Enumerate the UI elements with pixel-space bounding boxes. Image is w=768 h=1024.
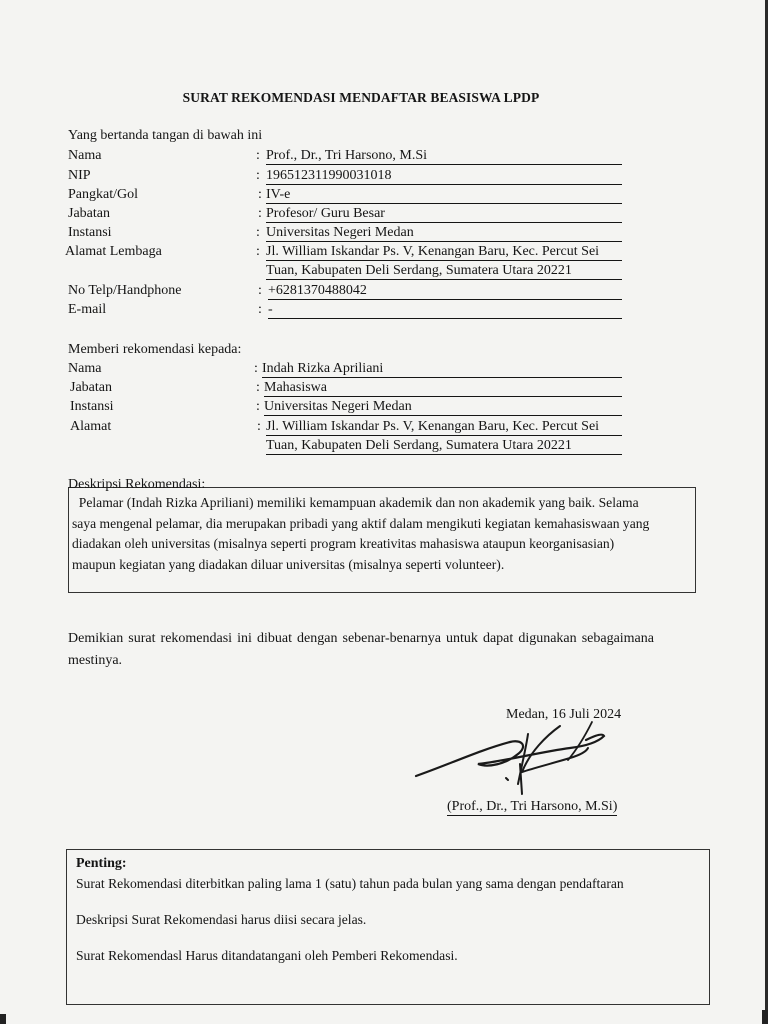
- recommended-name-value: Indah Rizka Apriliani: [262, 360, 622, 378]
- colon: :: [256, 148, 260, 163]
- scan-edge-bottom-left: [0, 1014, 6, 1024]
- recommended-position-value: Mahasiswa: [264, 379, 622, 397]
- recommender-position-label: Jabatan: [68, 206, 110, 221]
- recommender-email-value: -: [268, 301, 622, 319]
- recommender-phone-label: No Telp/Handphone: [68, 283, 182, 298]
- colon: :: [256, 225, 260, 240]
- description-text: [72, 493, 700, 575]
- note-item: Surat Rekomendasi diterbitkan paling lama 1 (satu) tahun pada bulan yang sama dengan pendaftaran: [76, 876, 624, 891]
- colon: :: [258, 187, 262, 202]
- colon: :: [256, 380, 260, 395]
- description-line: maupun kegiatan yang diadakan diluar universitas (misalnya seperti volunteer).: [72, 556, 505, 572]
- page-title: SURAT REKOMENDASI MENDAFTAR BEASISWA LPDP: [182, 90, 540, 105]
- recommended-institution-value: Universitas Negeri Medan: [264, 398, 622, 416]
- notes-title: Penting:: [76, 856, 127, 871]
- recommender-institution-value: Universitas Negeri Medan: [266, 224, 622, 242]
- recommender-nip-value: 196512311990031018: [266, 167, 622, 185]
- colon: :: [258, 302, 262, 317]
- recommender-intro: Yang bertanda tangan di bawah ini: [68, 128, 263, 143]
- description-line: saya mengenal pelamar, dia merupakan pribadi yang aktif dalam mengikuti kegiatan kemahasiswaan yang: [72, 515, 650, 531]
- recommended-institution-label: Instansi: [70, 399, 114, 414]
- signatory-name: (Prof., Dr., Tri Harsono, M.Si): [447, 799, 618, 814]
- note-item: Surat Rekomendasl Harus ditandatangani oleh Pemberi Rekomendasi.: [76, 948, 458, 963]
- note-item: Deskripsi Surat Rekomendasi harus diisi secara jelas.: [76, 912, 367, 927]
- recommender-address-line1: Jl. William Iskandar Ps. V, Kenangan Baru, Kec. Percut Sei: [266, 243, 622, 261]
- recommender-position-value: Profesor/ Guru Besar: [266, 205, 622, 223]
- recommender-address-label: Alamat Lembaga: [65, 244, 162, 259]
- recommended-address-line2: Tuan, Kabupaten Deli Serdang, Sumatera Utara 20221: [266, 437, 622, 455]
- place-date: Medan, 16 Juli 2024: [506, 707, 622, 722]
- recommended-position-label: Jabatan: [70, 380, 112, 395]
- recommender-email-label: E-mail: [68, 302, 107, 317]
- colon: :: [258, 206, 262, 221]
- recommended-address-label: Alamat: [70, 419, 112, 434]
- recommender-name-value: Prof., Dr., Tri Harsono, M.Si: [266, 147, 622, 165]
- recommended-intro: Memberi rekomendasi kepada:: [68, 342, 242, 357]
- colon: :: [256, 399, 260, 414]
- description-line: diadakan oleh universitas (misalnya seperti program kreativitas mahasiswa ataupun keorganisasian): [72, 536, 615, 551]
- description-label: Deskripsi Rekomendasi:: [68, 477, 206, 492]
- recommender-rank-label: Pangkat/Gol: [68, 187, 138, 202]
- description-line: Pelamar (Indah Rizka Apriliani) memiliki kemampuan akademik dan non akademik yang baik. Selama: [72, 495, 639, 510]
- signature-image: [410, 712, 620, 800]
- colon: :: [257, 419, 261, 434]
- recommender-address-line2: Tuan, Kabupaten Deli Serdang, Sumatera Utara 20221: [266, 262, 622, 280]
- recommender-institution-label: Instansi: [68, 225, 112, 240]
- colon: :: [256, 244, 260, 259]
- recommender-rank-value: IV-e: [266, 186, 622, 204]
- colon: :: [254, 361, 258, 376]
- colon: :: [258, 283, 262, 298]
- recommended-name-label: Nama: [68, 361, 102, 376]
- recommender-phone-value: +6281370488042: [268, 282, 622, 300]
- colon: :: [256, 168, 260, 183]
- closing-statement: Demikian surat rekomendasi ini dibuat dengan sebenar-benarnya untuk dapat digunakan sebagaimana mestinya.: [68, 631, 654, 668]
- recommender-nip-label: NIP: [68, 168, 91, 183]
- recommender-name-label: Nama: [68, 148, 102, 163]
- scan-edge-bottom-right: [762, 1010, 768, 1024]
- recommended-address-line1: Jl. William Iskandar Ps. V, Kenangan Baru, Kec. Percut Sei: [266, 418, 622, 436]
